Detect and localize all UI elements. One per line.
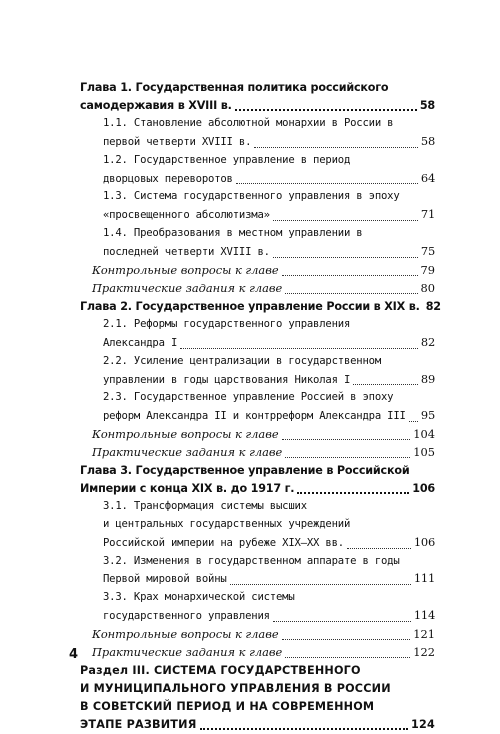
toc-entry-title-line: Российской империи на рубеже XIX—XX вв.: [103, 536, 344, 549]
toc-chapter-entry[interactable]: [80, 79, 435, 115]
toc-section-entry[interactable]: [80, 353, 435, 390]
toc-page-number: 58: [419, 98, 435, 112]
toc-page-number: 106: [413, 534, 435, 549]
toc-section-entry[interactable]: [80, 115, 435, 152]
toc-page-number: 95: [420, 408, 435, 423]
dot-leader: [297, 491, 409, 494]
toc-page-number: 106: [412, 481, 435, 495]
toc-entry-title-line: Империи с конца XIX в. до 1917 г.: [80, 481, 295, 495]
toc-exercise-entry[interactable]: [80, 444, 435, 462]
toc-page-number: 111: [413, 571, 435, 586]
toc-page-number: 71: [420, 207, 435, 222]
toc-exercise-entry[interactable]: [80, 426, 435, 444]
dot-leader: [230, 583, 411, 585]
toc-entry-title-line: Глава 1. Государственная политика российского: [80, 81, 389, 94]
toc-entry-title-line: Контрольные вопросы к главе: [92, 627, 279, 642]
toc-section-entry[interactable]: [80, 553, 435, 590]
toc-entry-title-line: В СОВЕТСКИЙ ПЕРИОД И НА СОВРЕМЕННОМ: [80, 699, 375, 713]
toc-entry-title-line: Контрольные вопросы к главе: [92, 427, 279, 442]
toc-entry-title-line: 2.2. Усиление централизации в государственном: [103, 354, 382, 367]
toc-entry-title-line: Практические задания к главе: [92, 445, 283, 460]
dot-leader: [235, 108, 417, 111]
toc-entry-title-line: реформ Александра II и контрреформ Александра III: [103, 410, 406, 423]
toc-page-number: 121: [413, 627, 435, 642]
toc-page-number: 82: [420, 334, 435, 349]
toc-exercise-entry[interactable]: [80, 626, 435, 644]
dot-leader: [409, 420, 418, 422]
toc-entry-title-line: дворцовых переворотов: [103, 172, 233, 185]
toc-section-entry[interactable]: [80, 152, 435, 189]
toc-entry-title-line: 3.2. Изменения в государственном аппарате в годы: [103, 554, 400, 567]
dot-leader: [273, 256, 418, 258]
toc-section-entry[interactable]: [80, 316, 435, 353]
toc-section-entry[interactable]: [80, 389, 435, 426]
toc-entry-title-line: государственного управления: [103, 610, 270, 623]
toc-page-number: 89: [420, 371, 435, 386]
toc-chapter-entry[interactable]: [80, 298, 441, 316]
toc-page-number: 80: [420, 280, 435, 295]
dot-leader: [285, 656, 410, 658]
toc-exercise-entry[interactable]: [80, 280, 435, 298]
toc-section-entry[interactable]: [80, 498, 435, 553]
toc-section-entry[interactable]: [80, 188, 435, 225]
toc-entry-title-line: первой четверти XVIII в.: [103, 135, 252, 148]
toc-entry-title-line: управлении в годы царствования Николая I: [103, 373, 351, 386]
toc-entry-title-line: 1.2. Государственное управление в период: [103, 153, 351, 166]
toc-entry-title-line: Глава 3. Государственное управление в Российской: [80, 464, 410, 478]
toc-page-number: 64: [420, 170, 435, 185]
dot-leader: [254, 146, 418, 148]
dot-leader: [273, 620, 411, 622]
toc-entry-title-line: Контрольные вопросы к главе: [92, 263, 279, 278]
toc-entry-title-line: 2.3. Государственное управление Россией в эпоху: [103, 391, 394, 404]
toc-entry-title-line: 3.3. Крах монархической системы: [103, 591, 295, 604]
dot-leader: [236, 182, 418, 184]
toc-page-number: 104: [413, 427, 435, 442]
dot-leader: [347, 547, 411, 549]
toc-page-number: 58: [420, 133, 435, 148]
toc-entry-title-line: Первой мировой войны: [103, 573, 227, 586]
toc-entry-title-line: 2.1. Реформы государственного управления: [103, 317, 351, 330]
toc-part-entry[interactable]: [80, 662, 435, 734]
toc-entry-title-line: Раздел III. СИСТЕМА ГОСУДАРСТВЕННОГО: [80, 664, 361, 677]
toc-entry-title-line: 3.1. Трансформация системы высших: [103, 499, 307, 512]
dot-leader: [273, 219, 418, 221]
toc-entry-title-line: Практические задания к главе: [92, 645, 283, 660]
toc-entry-title-line: 1.3. Система государственного управления в эпоху: [103, 190, 400, 203]
toc-entry-title-line: последней четверти XVIII в.: [103, 246, 270, 259]
toc-page-number: 82: [425, 299, 441, 313]
toc-entry-title-line: 1.4. Преобразования в местном управлении в: [103, 227, 363, 240]
toc-entry-title-line: И МУНИЦИПАЛЬНОГО УПРАВЛЕНИЯ В РОССИИ: [80, 681, 391, 695]
toc-entry-title-line: Практические задания к главе: [92, 280, 283, 295]
page-number: 4: [69, 647, 79, 662]
dot-leader: [282, 274, 418, 276]
toc-section-entry[interactable]: [80, 225, 435, 262]
toc-page-number: 105: [413, 445, 435, 460]
toc-entry-title-line: 1.1. Становление абсолютной монархии в России в: [103, 116, 394, 129]
toc-entry-title-line: «просвещенного абсолютизма»: [103, 209, 270, 222]
toc-entry-title-line: Александра I: [103, 336, 178, 349]
dot-leader: [282, 438, 411, 440]
toc-entry-title-line: ЭТАПЕ РАЗВИТИЯ: [80, 717, 197, 731]
toc-page-number: 122: [413, 645, 435, 660]
toc-entry-title-line: самодержавия в XVIII в.: [80, 98, 232, 112]
toc-entry-title-line: Глава 2. Государственное управление России в XIX в.: [80, 299, 420, 313]
toc-page-number: 75: [420, 244, 435, 259]
toc-page-number: 114: [413, 608, 435, 623]
toc-exercise-entry[interactable]: [80, 644, 435, 662]
toc-page-number: 124: [411, 717, 435, 731]
dot-leader: [353, 383, 418, 385]
dot-leader: [285, 292, 417, 294]
toc-page-number: 79: [420, 263, 435, 278]
dot-leader: [200, 727, 409, 730]
toc-section-entry[interactable]: [80, 589, 435, 626]
toc-exercise-entry[interactable]: [80, 262, 435, 280]
toc-entry-title-line: и центральных государственных учреждений: [103, 517, 351, 530]
table-of-contents: [80, 79, 441, 734]
dot-leader: [180, 347, 418, 349]
dot-leader: [285, 456, 410, 458]
dot-leader: [282, 638, 411, 640]
toc-chapter-entry[interactable]: [80, 462, 435, 498]
